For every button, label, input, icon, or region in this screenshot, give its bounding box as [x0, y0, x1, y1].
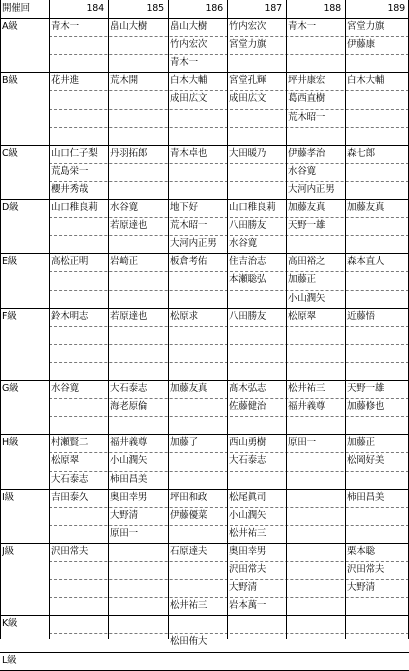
- result-cell[interactable]: [170, 271, 226, 289]
- result-cell[interactable]: 水谷寛: [51, 383, 79, 394]
- grade-label[interactable]: K級: [2, 618, 18, 630]
- result-cell[interactable]: 村瀬賢二: [51, 437, 89, 449]
- result-cell[interactable]: 松井祐三: [288, 383, 326, 394]
- result-cell[interactable]: 大石泰志: [229, 455, 267, 467]
- grade-label[interactable]: G級: [2, 383, 19, 394]
- result-cell[interactable]: 松井祐三: [229, 527, 267, 539]
- result-cell[interactable]: 成田広文: [170, 93, 208, 105]
- result-cell[interactable]: [229, 344, 285, 362]
- result-cell[interactable]: 近藤悟: [347, 310, 375, 322]
- grade-label[interactable]: A級: [2, 21, 18, 32]
- result-cell[interactable]: 吉田泰久: [51, 491, 89, 503]
- grade-label[interactable]: L級: [2, 654, 17, 666]
- header-label[interactable]: 開催回: [2, 3, 30, 14]
- result-cell[interactable]: 若原達也: [110, 220, 148, 232]
- result-cell[interactable]: 原田一: [110, 527, 138, 539]
- result-cell[interactable]: 水谷寛: [288, 165, 316, 177]
- result-cell[interactable]: [51, 633, 107, 651]
- result-cell[interactable]: [288, 525, 344, 543]
- result-cell[interactable]: [170, 579, 226, 597]
- result-cell[interactable]: [51, 235, 107, 253]
- result-cell[interactable]: [110, 36, 167, 54]
- result-cell[interactable]: 若原達也: [110, 310, 148, 322]
- result-cell[interactable]: [347, 217, 408, 235]
- result-cell[interactable]: [229, 615, 285, 633]
- result-cell[interactable]: [110, 633, 167, 651]
- result-cell[interactable]: [170, 181, 226, 199]
- result-cell[interactable]: [288, 507, 344, 525]
- result-cell[interactable]: [229, 326, 285, 344]
- result-cell[interactable]: 柿田昌美: [347, 491, 385, 503]
- result-cell[interactable]: 髙木弘志: [229, 383, 267, 394]
- result-cell[interactable]: [347, 127, 408, 145]
- result-cell[interactable]: 伊藤孝治: [288, 147, 326, 159]
- result-cell[interactable]: [170, 416, 226, 434]
- result-cell[interactable]: 坪田和政: [170, 491, 208, 503]
- result-cell[interactable]: [51, 652, 107, 670]
- result-cell[interactable]: [347, 181, 408, 199]
- result-cell[interactable]: 山口仁子梨: [51, 147, 98, 159]
- result-cell[interactable]: 柿田昌美: [110, 473, 148, 485]
- result-cell[interactable]: 宮堂力旗: [229, 39, 267, 51]
- result-cell[interactable]: [170, 452, 226, 470]
- result-cell[interactable]: 松田侑大: [170, 636, 208, 648]
- result-cell[interactable]: [51, 127, 107, 145]
- result-cell[interactable]: [170, 109, 226, 127]
- result-cell[interactable]: [288, 652, 344, 670]
- result-cell[interactable]: 天野一雄: [347, 383, 385, 394]
- result-cell[interactable]: 青木一: [170, 57, 198, 69]
- grade-label[interactable]: E級: [2, 256, 18, 268]
- result-cell[interactable]: [110, 344, 167, 362]
- result-cell[interactable]: [51, 36, 107, 54]
- result-cell[interactable]: 松原翠: [51, 455, 79, 467]
- result-cell[interactable]: [347, 507, 408, 525]
- grade-label[interactable]: I級: [2, 491, 14, 503]
- result-cell[interactable]: [170, 326, 226, 344]
- result-cell[interactable]: [288, 615, 344, 633]
- result-cell[interactable]: 奥田幸男: [110, 491, 148, 503]
- result-cell[interactable]: [288, 633, 344, 651]
- result-cell[interactable]: 畠山大樹: [170, 21, 208, 32]
- result-cell[interactable]: 西山勇樹: [229, 437, 267, 449]
- result-cell[interactable]: 白木大輔: [170, 75, 208, 87]
- result-cell[interactable]: 水谷寛: [229, 238, 257, 250]
- result-cell[interactable]: [110, 579, 167, 597]
- result-cell[interactable]: 松井祐三: [170, 600, 208, 612]
- result-cell[interactable]: [110, 90, 167, 108]
- result-cell[interactable]: [288, 489, 344, 507]
- column-rule: [168, 0, 169, 639]
- grade-label[interactable]: H級: [2, 437, 19, 449]
- result-cell[interactable]: [288, 36, 344, 54]
- result-cell[interactable]: 小山潤矢: [229, 509, 267, 521]
- result-cell[interactable]: [110, 181, 167, 199]
- column-rule: [345, 0, 346, 639]
- result-cell[interactable]: [51, 290, 107, 308]
- result-cell[interactable]: 竹内宏次: [229, 21, 267, 32]
- grade-label[interactable]: D級: [2, 202, 19, 213]
- result-cell[interactable]: [288, 452, 344, 470]
- result-cell[interactable]: [229, 652, 285, 670]
- result-cell[interactable]: 加藤友真: [347, 202, 385, 213]
- edition-header-189[interactable]: 189: [387, 3, 405, 14]
- result-cell[interactable]: 八田勝友: [229, 220, 267, 232]
- result-cell[interactable]: 加藤友真: [288, 202, 326, 213]
- result-cell[interactable]: 森本直人: [347, 256, 385, 268]
- result-cell[interactable]: [170, 561, 226, 579]
- result-cell[interactable]: [229, 362, 285, 380]
- column-rule: [108, 0, 109, 639]
- result-cell[interactable]: 大野清: [110, 509, 138, 521]
- result-cell[interactable]: 石原達夫: [170, 545, 208, 557]
- result-cell[interactable]: 板倉考佑: [170, 256, 208, 268]
- result-cell[interactable]: [110, 561, 167, 579]
- result-cell[interactable]: 大石泰志: [110, 383, 148, 394]
- result-cell[interactable]: [347, 471, 408, 489]
- result-cell[interactable]: [229, 163, 285, 181]
- result-cell[interactable]: [51, 109, 107, 127]
- result-cell[interactable]: 大河内正男: [170, 238, 217, 250]
- result-cell[interactable]: 花井進: [51, 75, 79, 87]
- result-cell[interactable]: [347, 54, 408, 72]
- result-cell[interactable]: [288, 344, 344, 362]
- result-cell[interactable]: 青木卓也: [170, 147, 208, 159]
- edition-header-185[interactable]: 185: [146, 3, 164, 14]
- result-cell[interactable]: [51, 344, 107, 362]
- result-cell[interactable]: [229, 290, 285, 308]
- result-cell[interactable]: [170, 127, 226, 145]
- result-cell[interactable]: 松原翠: [288, 310, 316, 322]
- result-cell[interactable]: [170, 398, 226, 416]
- result-cell[interactable]: [347, 344, 408, 362]
- result-cell[interactable]: [170, 344, 226, 362]
- result-cell[interactable]: [347, 90, 408, 108]
- result-cell[interactable]: [288, 127, 344, 145]
- result-cell[interactable]: 宮堂力旗: [347, 21, 385, 32]
- column-rule: [286, 0, 287, 639]
- result-cell[interactable]: 加藤正: [347, 437, 375, 449]
- result-cell[interactable]: 天野一雄: [288, 220, 326, 232]
- result-cell[interactable]: 加藤正: [288, 274, 316, 286]
- result-cell[interactable]: 水谷寛: [110, 202, 138, 213]
- result-cell[interactable]: 大田暖乃: [229, 147, 267, 159]
- result-cell[interactable]: 荒木開: [110, 75, 138, 87]
- result-cell[interactable]: 竹内宏次: [170, 39, 208, 51]
- result-cell[interactable]: 山口稚良莉: [51, 202, 98, 213]
- result-cell[interactable]: 青木一: [288, 21, 316, 32]
- result-cell[interactable]: [170, 525, 226, 543]
- result-cell[interactable]: [51, 615, 107, 633]
- result-cell[interactable]: 福井義尊: [110, 437, 148, 449]
- result-cell[interactable]: [51, 525, 107, 543]
- result-cell[interactable]: [229, 109, 285, 127]
- grade-label[interactable]: J級: [2, 545, 14, 557]
- result-cell[interactable]: [347, 235, 408, 253]
- result-cell[interactable]: [110, 271, 167, 289]
- grade-label[interactable]: C級: [2, 147, 18, 159]
- result-cell[interactable]: [229, 181, 285, 199]
- result-cell[interactable]: [229, 633, 285, 651]
- result-cell[interactable]: [229, 127, 285, 145]
- result-cell[interactable]: [347, 163, 408, 181]
- result-cell[interactable]: [288, 326, 344, 344]
- result-cell[interactable]: 青木一: [51, 21, 79, 32]
- result-cell[interactable]: 岩本萬一: [229, 600, 267, 612]
- result-cell[interactable]: 松原求: [170, 310, 198, 322]
- result-cell[interactable]: [110, 543, 167, 561]
- edition-header-188[interactable]: 188: [323, 3, 341, 14]
- result-cell[interactable]: [229, 54, 285, 72]
- result-cell[interactable]: [110, 54, 167, 72]
- result-cell[interactable]: [347, 416, 408, 434]
- result-cell[interactable]: [110, 290, 167, 308]
- result-cell[interactable]: 加藤了: [170, 437, 198, 449]
- result-cell[interactable]: 加藤修也: [347, 401, 385, 413]
- result-cell[interactable]: 大野清: [347, 582, 375, 594]
- result-cell[interactable]: 佐藤健治: [229, 401, 267, 413]
- result-cell[interactable]: 森七郎: [347, 147, 375, 159]
- result-cell[interactable]: [288, 597, 344, 615]
- result-cell[interactable]: 坪井康宏: [288, 75, 326, 87]
- result-cell[interactable]: [170, 471, 226, 489]
- result-cell[interactable]: [110, 109, 167, 127]
- result-cell[interactable]: [347, 271, 408, 289]
- result-cell[interactable]: [51, 326, 107, 344]
- result-cell[interactable]: [110, 362, 167, 380]
- result-cell[interactable]: [51, 90, 107, 108]
- result-cell[interactable]: 八田勝友: [229, 310, 267, 322]
- result-cell[interactable]: [51, 362, 107, 380]
- result-cell[interactable]: 伊藤康: [347, 39, 375, 51]
- result-cell[interactable]: 岩崎正: [110, 256, 138, 268]
- result-cell[interactable]: [51, 398, 107, 416]
- result-cell[interactable]: 白木大輔: [347, 75, 385, 87]
- result-cell[interactable]: 地下好: [170, 202, 198, 213]
- result-cell[interactable]: 葛西直樹: [288, 93, 326, 105]
- result-cell[interactable]: [51, 579, 107, 597]
- column-rule: [49, 0, 50, 639]
- result-cell[interactable]: [170, 615, 226, 633]
- result-cell[interactable]: [347, 525, 408, 543]
- result-cell[interactable]: 高田裕之: [288, 256, 326, 268]
- result-cell[interactable]: [110, 326, 167, 344]
- result-cell[interactable]: [347, 615, 408, 633]
- result-cell[interactable]: [110, 652, 167, 670]
- result-cell[interactable]: 高松正明: [51, 256, 89, 268]
- edition-header-186[interactable]: 186: [205, 3, 223, 14]
- result-cell[interactable]: [288, 579, 344, 597]
- column-rule: [227, 0, 228, 639]
- result-cell[interactable]: 畠山大樹: [110, 21, 148, 32]
- result-cell[interactable]: [347, 597, 408, 615]
- result-cell[interactable]: 成田広文: [229, 93, 267, 105]
- result-cell[interactable]: [347, 109, 408, 127]
- result-cell[interactable]: [110, 416, 167, 434]
- result-cell[interactable]: [51, 597, 107, 615]
- result-cell[interactable]: 沢田常夫: [347, 564, 385, 575]
- result-cell[interactable]: 荒木昭一: [288, 111, 326, 123]
- result-cell[interactable]: [170, 362, 226, 380]
- result-cell[interactable]: 荒島栄一: [51, 165, 89, 177]
- column-rule: [0, 0, 1, 639]
- edition-header-187[interactable]: 187: [264, 3, 282, 14]
- result-cell[interactable]: [288, 54, 344, 72]
- result-cell[interactable]: [229, 471, 285, 489]
- result-cell[interactable]: [347, 326, 408, 344]
- result-cell[interactable]: 住吉治志: [229, 256, 267, 268]
- result-cell[interactable]: [110, 597, 167, 615]
- result-cell[interactable]: 小山潤矢: [110, 455, 148, 467]
- result-cell[interactable]: [229, 416, 285, 434]
- grade-label[interactable]: B級: [2, 75, 18, 87]
- result-cell[interactable]: [51, 507, 107, 525]
- result-cell[interactable]: [347, 290, 408, 308]
- result-cell[interactable]: [110, 127, 167, 145]
- result-cell[interactable]: [51, 217, 107, 235]
- result-cell[interactable]: 海老原倫: [110, 401, 148, 413]
- result-cell[interactable]: 沢田常夫: [229, 564, 267, 575]
- grade-label[interactable]: F級: [2, 310, 17, 322]
- result-cell[interactable]: [288, 471, 344, 489]
- result-cell[interactable]: [288, 362, 344, 380]
- result-cell[interactable]: [347, 652, 408, 670]
- result-cell[interactable]: 丹羽拓郎: [110, 147, 148, 159]
- result-cell[interactable]: 沢田常夫: [51, 545, 89, 557]
- result-cell[interactable]: [288, 543, 344, 561]
- result-cell[interactable]: [347, 362, 408, 380]
- result-cell[interactable]: 原田一: [288, 437, 316, 449]
- result-cell[interactable]: [51, 54, 107, 72]
- result-cell[interactable]: [110, 163, 167, 181]
- result-cell[interactable]: 小山潤矢: [288, 292, 326, 304]
- result-cell[interactable]: 大野清: [229, 582, 257, 594]
- result-cell[interactable]: 鈴木明志: [51, 310, 89, 322]
- result-cell[interactable]: [288, 416, 344, 434]
- result-cell[interactable]: 栗本聡: [347, 545, 375, 557]
- result-cell[interactable]: [170, 290, 226, 308]
- result-cell[interactable]: [110, 615, 167, 633]
- result-cell[interactable]: [170, 652, 226, 670]
- result-cell[interactable]: 伊藤優菜: [170, 509, 208, 521]
- result-cell[interactable]: [170, 163, 226, 181]
- result-cell[interactable]: 櫻井秀哉: [51, 183, 89, 195]
- edition-header-184[interactable]: 184: [86, 3, 104, 14]
- result-cell[interactable]: 山口稚良莉: [229, 202, 276, 213]
- result-cell[interactable]: [51, 271, 107, 289]
- result-cell[interactable]: [51, 416, 107, 434]
- result-cell[interactable]: 奥田幸男: [229, 545, 267, 557]
- result-cell[interactable]: 大河内正男: [288, 183, 335, 195]
- result-cell[interactable]: [347, 633, 408, 651]
- result-cell[interactable]: [110, 235, 167, 253]
- result-cell[interactable]: 松岡好美: [347, 455, 385, 467]
- result-cell[interactable]: [288, 561, 344, 579]
- result-cell[interactable]: 福井義尊: [288, 401, 326, 413]
- result-cell[interactable]: [288, 235, 344, 253]
- result-cell[interactable]: [51, 561, 107, 579]
- result-cell[interactable]: 大石泰志: [51, 473, 89, 485]
- result-cell[interactable]: 荒木昭一: [170, 220, 208, 232]
- result-cell[interactable]: 松尾眞司: [229, 491, 267, 503]
- result-cell[interactable]: 加藤友真: [170, 383, 208, 394]
- result-cell[interactable]: 本瀬聡弘: [229, 274, 267, 286]
- result-cell[interactable]: 宮堂孔輝: [229, 75, 267, 87]
